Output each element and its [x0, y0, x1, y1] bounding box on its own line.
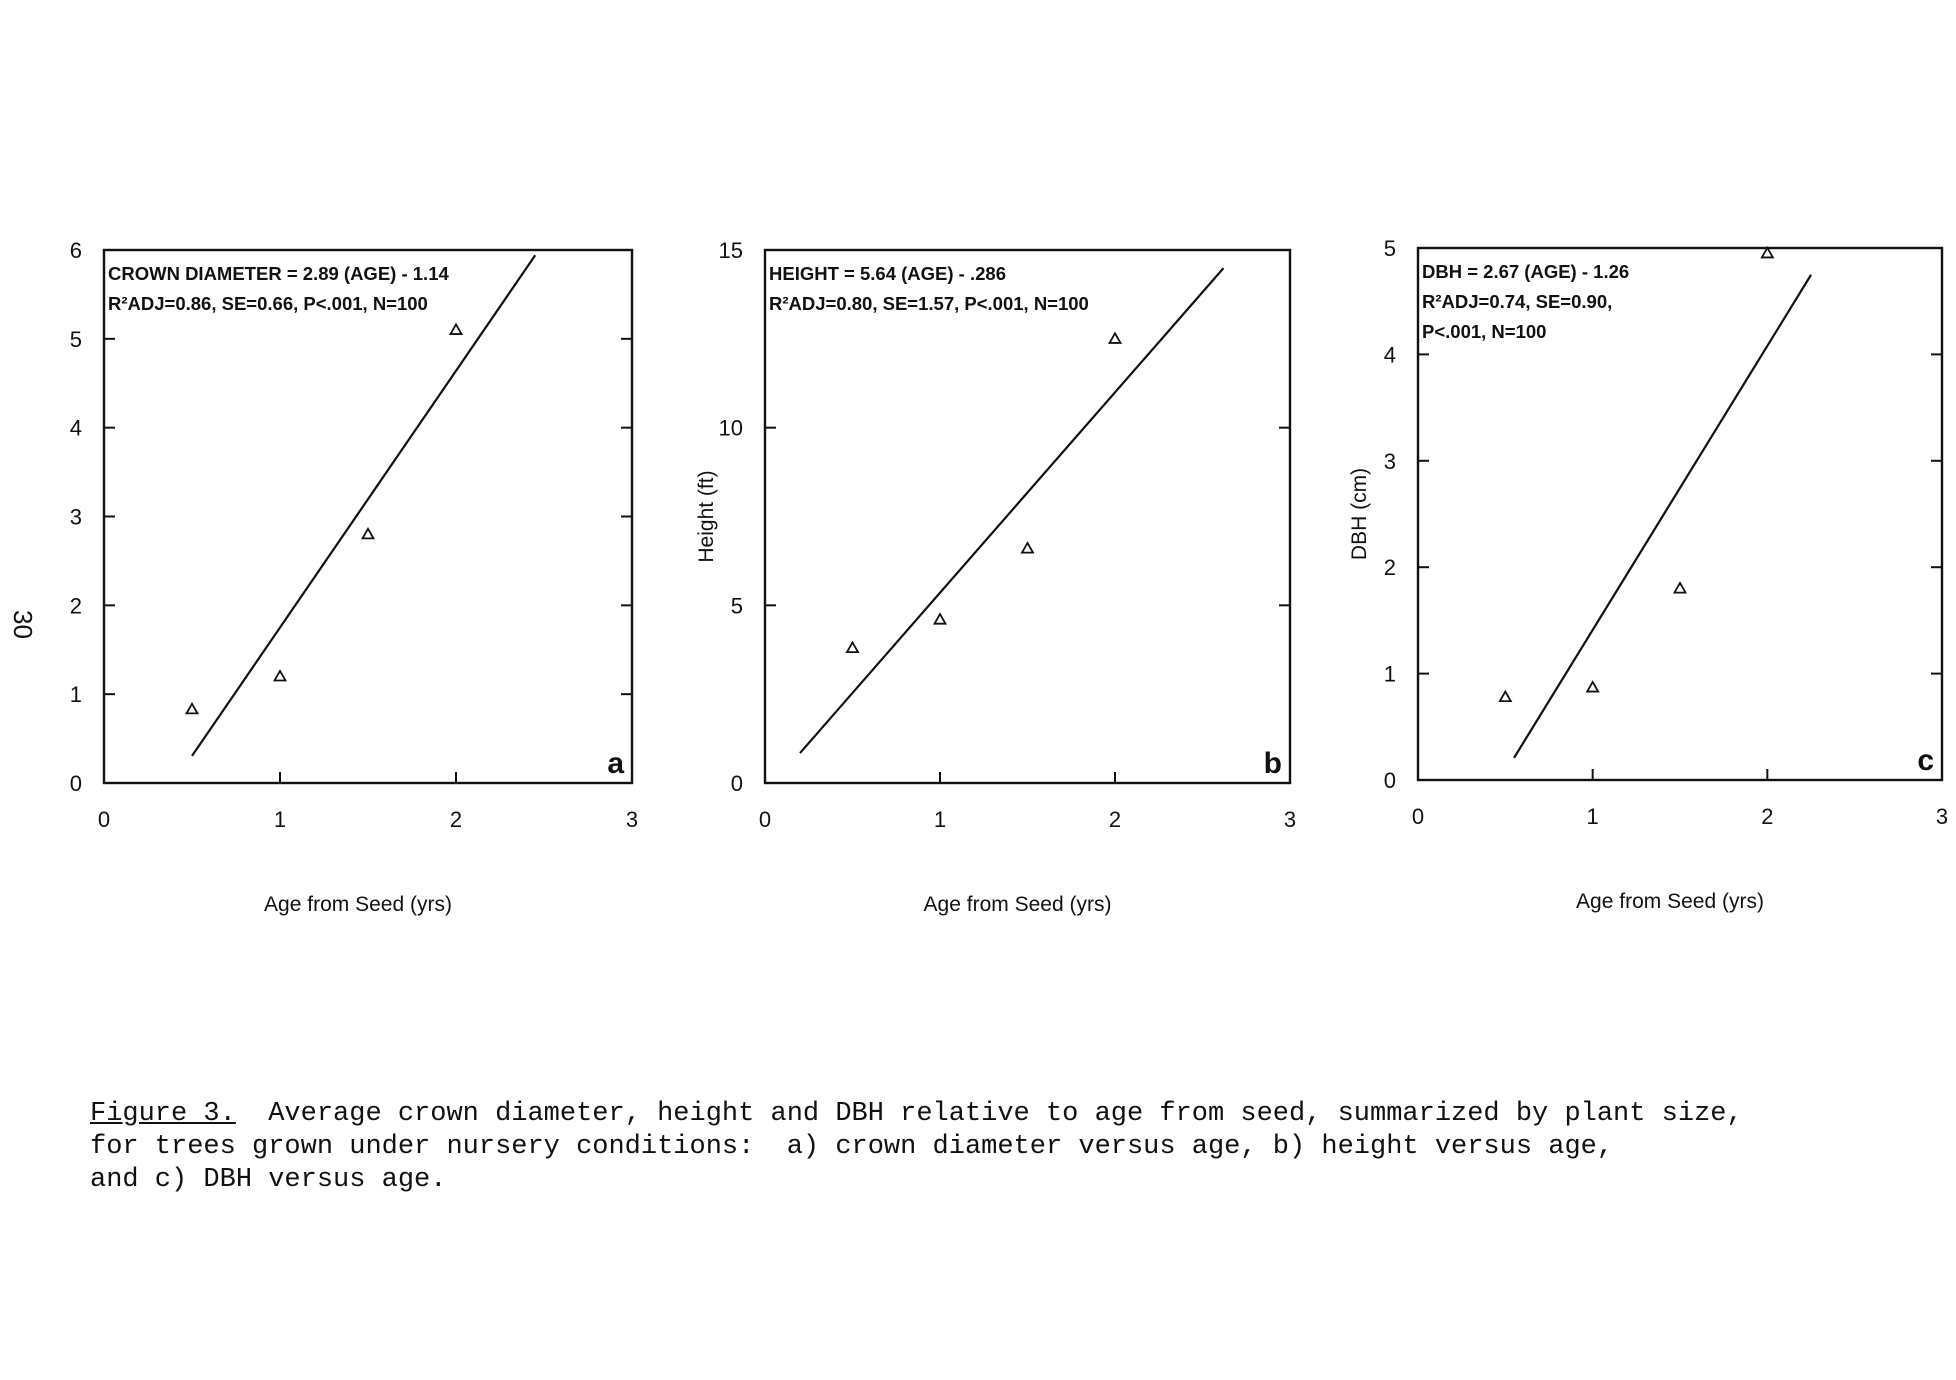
data-point-triangle	[935, 614, 946, 624]
data-point-triangle	[1762, 248, 1773, 258]
x-tick-label: 2	[1108, 807, 1122, 832]
figure-caption	[90, 1098, 1910, 1197]
y-tick-label: 5	[730, 593, 743, 619]
panel-label: b	[1263, 747, 1282, 780]
regression-equation-line: R²ADJ=0.80, SE=1.57, P<.001, N=100	[769, 293, 1089, 314]
y-tick-label: 0	[730, 771, 743, 796]
y-tick-label: 15	[718, 238, 743, 263]
data-point-triangle	[275, 671, 286, 681]
chart-panel-b	[695, 238, 1296, 916]
x-axis-label: Age from Seed (yrs)	[923, 893, 1112, 916]
regression-line	[192, 255, 535, 756]
data-point-triangle	[1675, 583, 1686, 593]
data-point-triangle	[1022, 543, 1033, 553]
regression-equation-line: HEIGHT = 5.64 (AGE) - .286	[769, 263, 1006, 284]
caption-line-2: for trees grown under nursery conditions: a) crown diameter versus age, b) height versus age,	[90, 1132, 1614, 1162]
regression-equation-line: DBH = 2.67 (AGE) - 1.26	[1422, 261, 1630, 282]
page-number: 30	[8, 610, 38, 639]
regression-equation-line: R²ADJ=0.74, SE=0.90,	[1422, 291, 1613, 312]
regression-line	[800, 268, 1224, 753]
y-tick-label: 10	[718, 415, 743, 441]
y-tick-label: 1	[1383, 661, 1396, 687]
data-point-triangle	[1110, 333, 1121, 343]
data-point-triangle	[363, 529, 374, 539]
caption-label: Figure 3.	[90, 1099, 236, 1129]
data-point-triangle	[1587, 682, 1598, 692]
y-axis-label: DBH (cm)	[1348, 467, 1371, 561]
plot-frame	[104, 250, 632, 783]
regression-equation-line: P<.001, N=100	[1422, 321, 1547, 342]
y-tick-label: 1	[69, 682, 82, 708]
chart-panel-a	[70, 238, 638, 916]
y-tick-label: 5	[1383, 236, 1396, 261]
y-tick-label: 3	[1383, 448, 1396, 474]
x-tick-label: 1	[273, 807, 287, 832]
x-tick-label: 3	[625, 807, 639, 832]
y-tick-label: 0	[1383, 768, 1396, 793]
panel-label: c	[1917, 744, 1934, 777]
chart-panel-c	[1348, 236, 1948, 913]
regression-equation-line: CROWN DIAMETER = 2.89 (AGE) - 1.14	[108, 263, 449, 284]
y-tick-label: 2	[69, 593, 82, 619]
chart-panels	[70, 236, 1948, 916]
regression-line	[1514, 275, 1811, 758]
x-tick-label: 0	[1411, 804, 1425, 829]
x-tick-label: 1	[1586, 804, 1599, 829]
y-axis-label: Height (ft)	[695, 470, 718, 563]
x-tick-label: 0	[758, 807, 772, 832]
regression-equation-line: R²ADJ=0.86, SE=0.66, P<.001, N=100	[108, 293, 428, 314]
data-point-triangle	[847, 642, 858, 652]
y-tick-label: 5	[69, 326, 82, 352]
x-axis-label: Age from Seed (yrs)	[264, 893, 452, 916]
x-tick-label: 3	[1935, 804, 1949, 829]
x-tick-label: 0	[97, 807, 111, 832]
panel-label: a	[607, 747, 624, 780]
data-point-triangle	[451, 324, 462, 334]
x-tick-label: 2	[449, 807, 463, 832]
x-axis-label: Age from Seed (yrs)	[1576, 890, 1764, 913]
y-tick-label: 2	[1383, 555, 1396, 581]
x-tick-label: 2	[1761, 804, 1774, 829]
y-tick-label: 3	[69, 504, 82, 530]
y-tick-label: 0	[69, 771, 82, 796]
y-tick-label: 4	[1383, 342, 1396, 368]
y-tick-label: 6	[69, 238, 82, 263]
x-tick-label: 3	[1283, 807, 1297, 832]
y-tick-label: 4	[69, 415, 82, 441]
caption-line-3: and c) DBH versus age.	[90, 1165, 447, 1195]
data-point-triangle	[1500, 692, 1511, 702]
caption-line-1: Average crown diameter, height and DBH relative to age from seed, summarized by plant size,	[235, 1099, 1743, 1129]
x-tick-label: 1	[933, 807, 947, 832]
data-point-triangle	[187, 704, 198, 714]
